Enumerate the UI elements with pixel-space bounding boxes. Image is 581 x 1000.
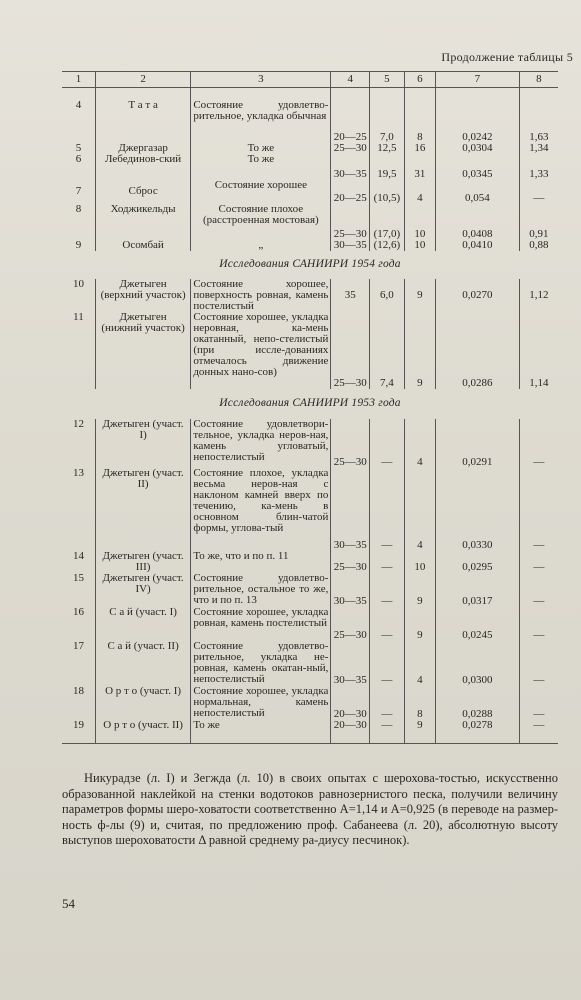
header-col-2: 2	[95, 72, 190, 88]
table-row: 14 Джетыген (участ. III) То же, что и по п. 11 25—30 — 10 0,0295 —	[62, 551, 558, 573]
header-col-4: 4	[331, 72, 370, 88]
section-heading-1953: Исследования САНИИРИ 1953 года	[219, 397, 401, 409]
table-row: 12 Джетыген (участ. I) Состояние удовлетвори-тельное, укладка неров-ная, камень угловатый, непостелистый 25—30 — 4 0,0291 —	[62, 419, 558, 468]
table-row: 16 С а й (участ. I) Состояние хорошее, укладка ровная, камень постелистый 25—30 — 9 0,0245 —	[62, 607, 558, 641]
body-paragraph: Никурадзе (л. I) и Зегжда (л. 10) в своих опытах с шерохова-тостью, искусственно образованной наклейкой на стенки водотоков равнозернистого песка, получили величину параметров формы шеро-ховатости соответственно A=1,14 и A=0,925 (в переводе на размер-ность ф-лы (9) и, считая, по предложению проф. Сабанеева (л. 20), абсолютную высоту выступов шероховатости Δ равной среднему ра-диусу песчинок).	[62, 771, 558, 848]
header-col-1: 1	[62, 72, 95, 88]
table-row: 10 Джетыген (верхний участок) Состояние хорошее, поверхность ровная, камень постелистый 35 6,0 9 0,0270 1,12	[62, 279, 558, 312]
table-row: 19 О р т о (участ. II) То же 20—30 — 9 0,0278 —	[62, 720, 558, 744]
header-col-6: 6	[404, 72, 435, 88]
table-row: 18 О р т о (участ. I) Состояние хорошее, укладка нормальная, камень непостелистый 20—30 — 8 0,0288 —	[62, 686, 558, 720]
header-col-7: 7	[435, 72, 519, 88]
table-header-row	[62, 72, 558, 88]
header-col-5: 5	[370, 72, 405, 88]
table-row: 11 Джетыген (нижний участок) Состояние хорошее, укладка неровная, ка-мень окатанный, непо-стелистый (при иссле-дованиях отмечалось движение донных нано-сов) 25—30 7,4 9 0,0286 1,14	[62, 312, 558, 389]
table-row: 6 Лебединов-ский То же 30—35 19,5 31 0,0345 1,33	[62, 154, 558, 180]
data-table	[62, 71, 558, 744]
table-row: 5 Джергазар То же 25—30 12,5 16 0,0304 1,34	[62, 143, 558, 154]
header-col-8: 8	[519, 72, 558, 88]
table-row: 9 Осомбай „ 30—35 (12,6) 10 0,0410 0,88	[62, 240, 558, 251]
section-heading-1954: Исследования САНИИРИ 1954 года	[219, 258, 401, 270]
header-col-3: 3	[191, 72, 331, 88]
table-row: 7 Сброс Состояние хорошее 20—25 (10,5) 4 0,054 —	[62, 180, 558, 204]
table-continuation-label: Продолжение таблицы 5	[441, 50, 573, 64]
table-row: 8 Ходжикельды Состояние плохое (расстроенная мостовая) 25—30 (17,0) 10 0,0408 0,91	[62, 204, 558, 240]
page-number: 54	[62, 896, 75, 911]
table-row: 13 Джетыген (участ. II) Состояние плохое, укладка весьма неров-ная с наклоном камней вверх по течению, ка-мень в основном блин-чатой формы, углова-тый 30—35 — 4 0,0330 —	[62, 468, 558, 551]
table-row: 15 Джетыген (участ. IV) Состояние удовлетво-рительное, остальное то же, что и по п. 13 30—35 — 9 0,0317 —	[62, 573, 558, 607]
table-row: 17 С а й (участ. II) Состояние удовлетво-рительное, укладка не-ровная, камень окатан-ный, непостелистый 30—35 — 4 0,0300 —	[62, 641, 558, 686]
table-row: 4 Т а т а Состояние удовлетво-рительное, укладка обычная 20—25 7,0 8 0,0242 1,63	[62, 100, 558, 143]
